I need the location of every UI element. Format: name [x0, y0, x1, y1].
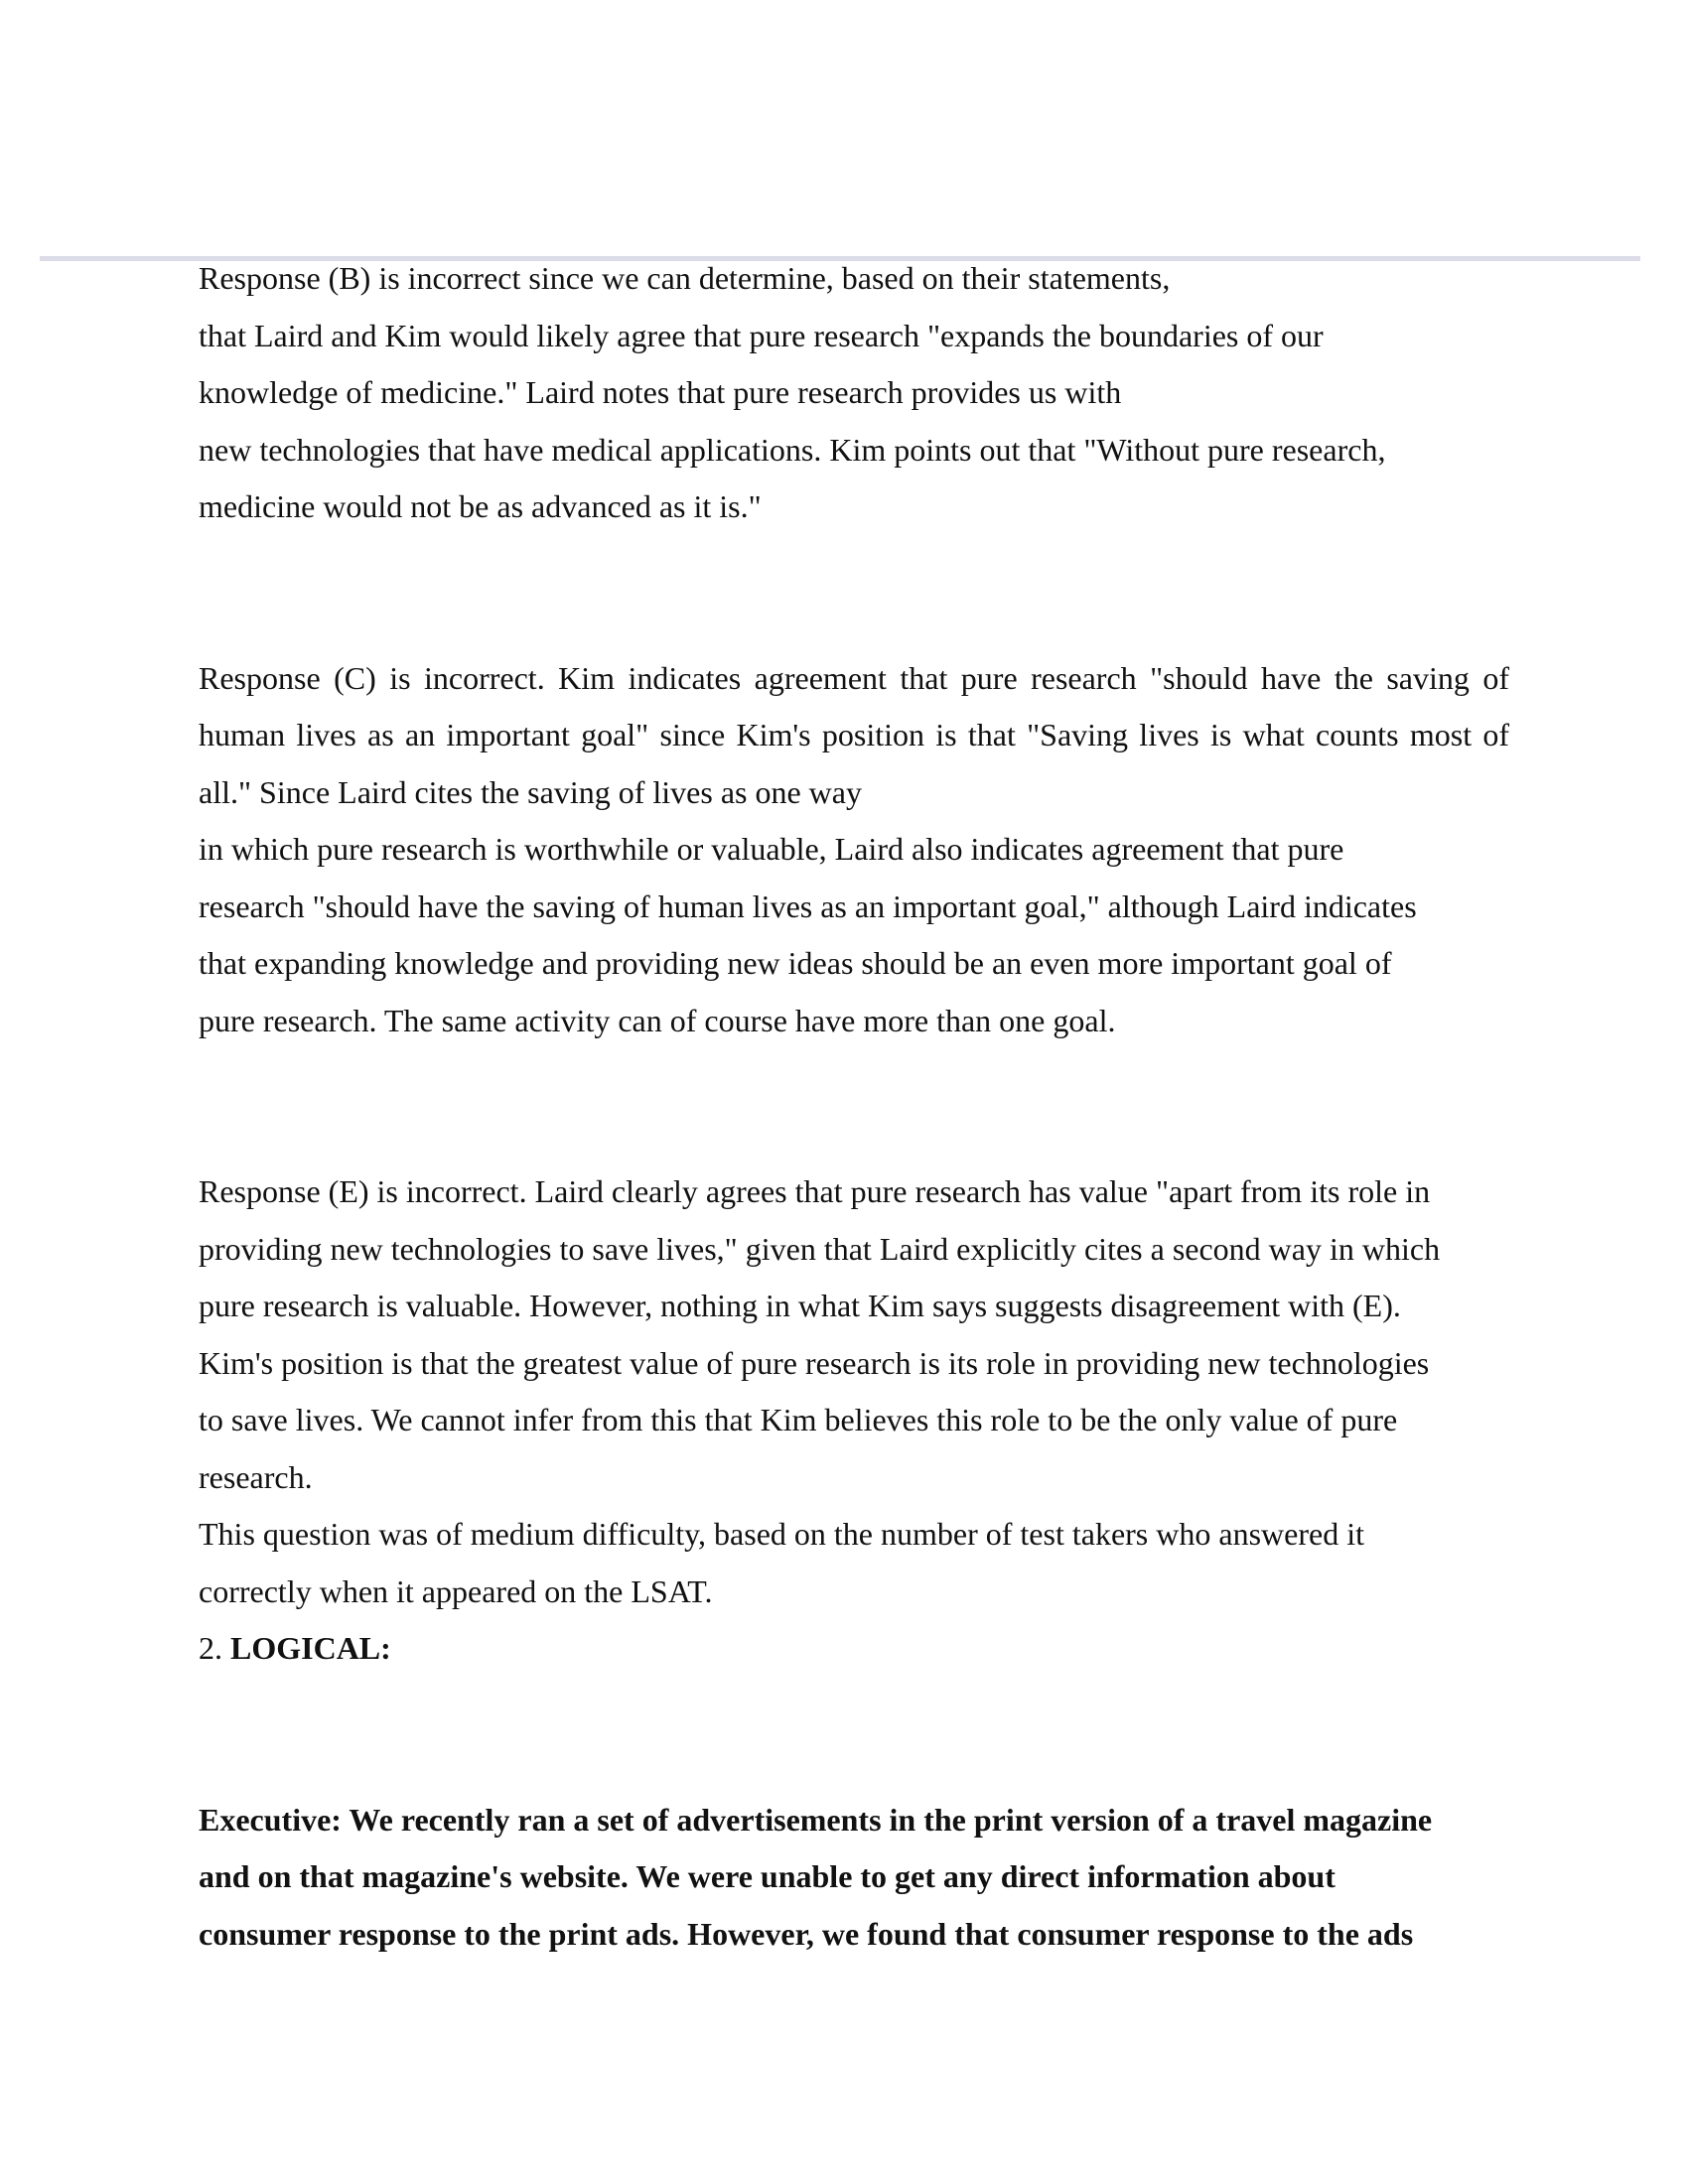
- executive-paragraph: [199, 1792, 1509, 1964]
- paragraph-spacer: [199, 1678, 1509, 1792]
- text-line: that expanding knowledge and providing new ideas should be an even more important goal of: [199, 945, 1392, 981]
- text-line: Response (C) is incorrect. Kim indicates agreement that pure research "should have the saving of: [199, 659, 1509, 696]
- text-line: research "should have the saving of human lives as an important goal," although Laird indicates: [199, 887, 1417, 924]
- question-heading: [199, 1620, 1509, 1678]
- text-line: in which pure research is worthwhile or valuable, Laird also indicates agreement that pure: [199, 831, 1344, 867]
- paragraph-spacer: [199, 536, 1509, 650]
- paragraph-spacer: [199, 1049, 1509, 1163]
- document-body: [199, 250, 1509, 1963]
- text-line: human lives as an important goal" since Kim's position is that "Saving lives is what counts most of: [199, 717, 1509, 752]
- text-line: Response (E) is incorrect. Laird clearly agrees that pure research has value "apart from its role in: [199, 1173, 1431, 1209]
- difficulty-note: [199, 1506, 1509, 1620]
- text-line: This question was of medium difficulty, based on the number of test takers who answered it: [199, 1516, 1364, 1552]
- text-line: pure research. The same activity can of course have more than one goal.: [199, 1002, 1116, 1038]
- text-line: knowledge of medicine." Laird notes that pure research provides us with: [199, 374, 1122, 410]
- text-line: research.: [199, 1458, 313, 1495]
- text-line: that Laird and Kim would likely agree that pure research "expands the boundaries of our: [199, 317, 1324, 353]
- text-line: Executive: We recently ran a set of advertisements in the print version of a travel magazine: [199, 1801, 1433, 1838]
- text-line: correctly when it appeared on the LSAT.: [199, 1572, 713, 1609]
- text-line: and on that magazine's website. We were unable to get any direct information about: [199, 1858, 1336, 1894]
- response-e-paragraph: [199, 1163, 1509, 1506]
- text-line: medicine would not be as advanced as it is.": [199, 488, 762, 524]
- text-line: to save lives. We cannot infer from this that Kim believes this role to be the only value of pure: [199, 1402, 1398, 1437]
- text-line: new technologies that have medical applications. Kim points out that "Without pure research,: [199, 431, 1386, 468]
- response-c-paragraph: [199, 650, 1509, 1050]
- question-number: 2.: [199, 1630, 222, 1666]
- text-line: consumer response to the print ads. However, we found that consumer response to the ads: [199, 1915, 1414, 1952]
- question-label: LOGICAL:: [230, 1630, 391, 1666]
- text-line: providing new technologies to save lives," given that Laird explicitly cites a second way in which: [199, 1230, 1441, 1267]
- text-line: Kim's position is that the greatest value of pure research is its role in providing new technologies: [199, 1344, 1430, 1381]
- response-b-paragraph: [199, 250, 1509, 536]
- text-line: all." Since Laird cites the saving of lives as one way: [199, 773, 862, 810]
- text-line: pure research is valuable. However, nothing in what Kim says suggests disagreement with (E).: [199, 1288, 1401, 1323]
- text-line: Response (B) is incorrect since we can determine, based on their statements,: [199, 260, 1171, 296]
